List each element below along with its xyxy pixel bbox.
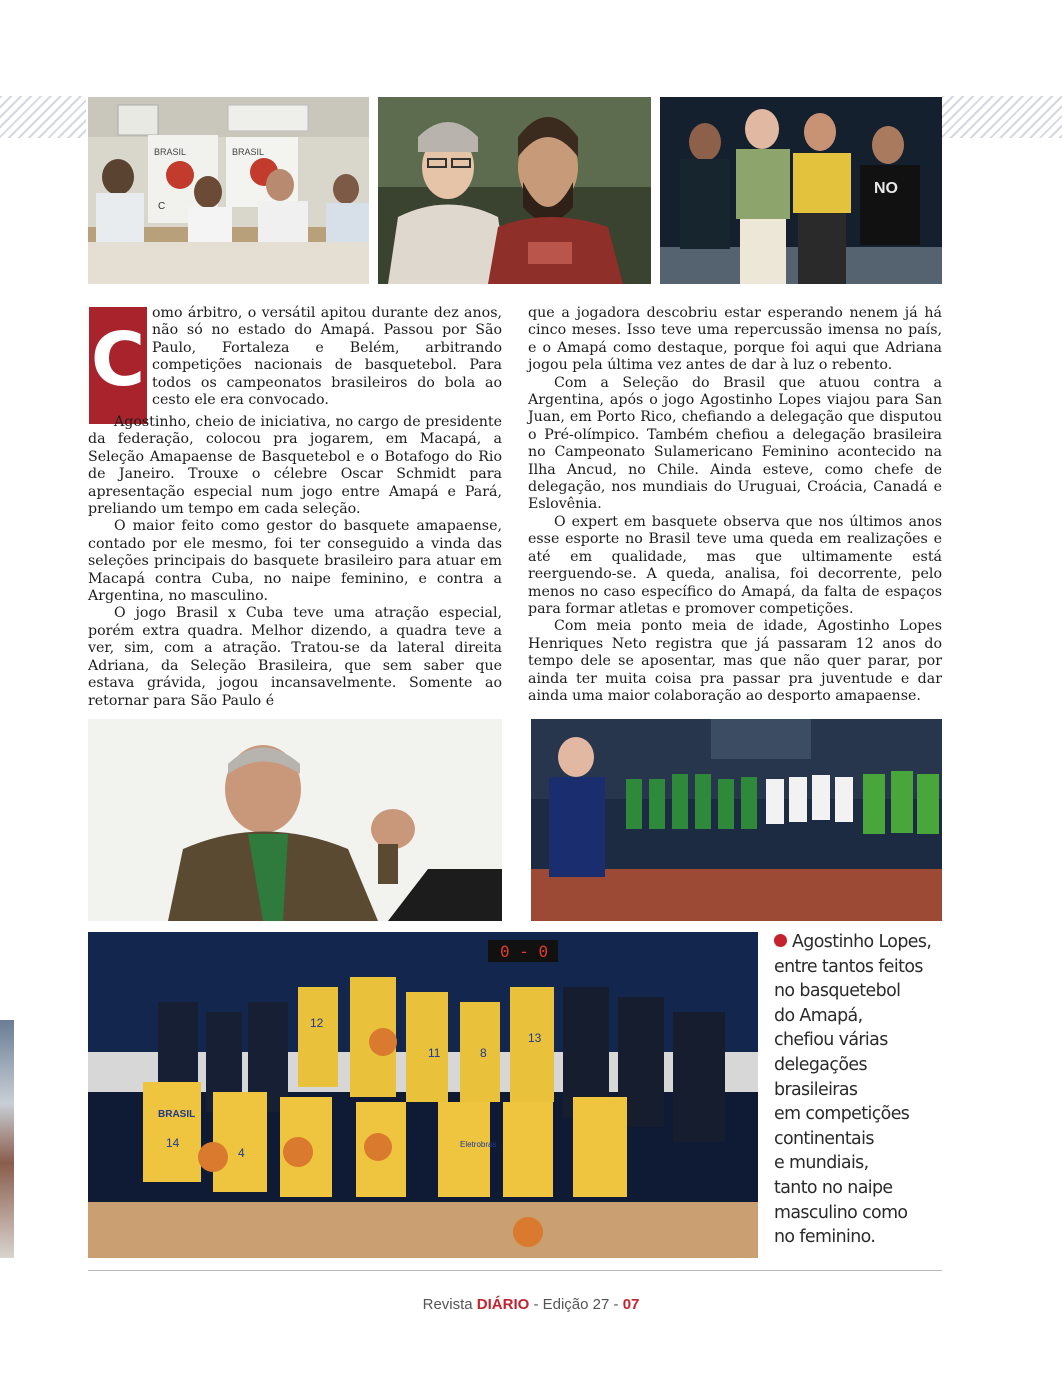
decorative-stripes-right [942, 96, 1062, 138]
article-col-right [528, 305, 942, 705]
banner-text-1: BRASIL [154, 147, 187, 157]
caption-line-9: continentais [774, 1128, 874, 1149]
footer-brand: DIÁRIO [476, 1296, 530, 1313]
caption-line-8: em competições [774, 1104, 910, 1125]
paragraph-7: O expert em basquete observa que nos últimos anos esse esporte no Brasil teve uma queda em realizações e até em qualidade, mas que ultimamente está reerguendo-se. A queda, analisa, foi decorrente, pelo menos no caso específico do Amapá, da falta de espaços para formar atletas e promover competições. [528, 513, 942, 617]
jersey-brasil-text: BRASIL [158, 1109, 196, 1120]
paragraph-4: O jogo Brasil x Cuba teve uma atração especial, porém extra quadra. Melhor dizendo, a quadra teve a ver, sim, com a atração. Tratou-se da lateral direita Adriana, da Seleção Brasileira, que sem saber que estava grávida, jogou incansavelmente. Somente ao retornar para São Paulo é [88, 605, 502, 709]
article-col-left-top [152, 305, 502, 409]
caption-line-3: no basquetebol [774, 981, 901, 1002]
paragraph-8: Com meia ponto meia de idade, Agostinho Lopes Henriques Neto registra que já passaram 12 anos do tempo dele se aposentar, mas que não quer parar, por ainda ter muita coisa pra passar pra juventude e dar ainda uma maior colaboração ao desporto amapaense. [528, 618, 942, 704]
scoreboard-text: 0 - 0 [500, 942, 549, 961]
jersey-number-13: 13 [528, 1031, 542, 1045]
photo-meeting [88, 97, 369, 284]
caption-text-1: Agostinho Lopes, [792, 932, 932, 952]
paragraph-6: Com a Seleção do Brasil que atuou contra a Argentina, após o jogo Agostinho Lopes viajou para San Juan, em Porto Rico, chefiando a delegação que disputou o Pré-olímpico. Também chefiou a delegação brasileira no Campeonato Sulamericano Feminino acontecido na Ilha Ancud, no Chile. Ainda esteve, como chefe de delegação, nos mundiais do Uruguai, Croácia, Canadá e Eslovênia. [528, 374, 942, 513]
footer-edition: - Edição 27 - [529, 1296, 623, 1313]
banner-text-2: BRASIL [232, 147, 265, 157]
photo-caption [774, 930, 944, 1250]
jersey-number-14: 14 [166, 1136, 180, 1150]
caption-line-5: chefiou várias [774, 1030, 888, 1051]
article-col-left [88, 414, 502, 710]
jersey-number-4: 4 [238, 1146, 245, 1160]
bullet-icon [774, 934, 787, 947]
jersey-sponsor: Eletrobrás [460, 1140, 497, 1149]
photo-womens-team [88, 932, 758, 1258]
caption-line-7: brasileiras [774, 1079, 858, 1100]
page-number: 07 [622, 1296, 640, 1313]
jersey-number-12: 12 [310, 1016, 324, 1030]
adjacent-page-photo-edge [0, 1020, 14, 1258]
photo-man-speaking [88, 719, 502, 921]
footer-prefix: Revista [422, 1296, 477, 1313]
banner-text-small: C [158, 201, 166, 212]
caption-line-10: e mundiais, [774, 1153, 869, 1174]
photo-youth-team [531, 719, 942, 921]
paragraph-2: Agostinho, cheio de iniciativa, no cargo de presidente da federação, colocou pra jogarem, em Macapá, a Seleção Amapaense de Basquetebol e o Botafogo do Rio de Janeiro. Trouxe o célebre Oscar Schmidt para apresentação especial num jogo entre Amapá e Pará, preliando um tempo em cada seleção. [88, 414, 502, 518]
jersey-number-11: 11 [428, 1046, 441, 1060]
caption-line-13: no feminino. [774, 1227, 876, 1248]
page-footer [0, 1296, 1062, 1313]
drop-cap: C [89, 307, 147, 424]
caption-line-4: do Amapá, [774, 1005, 863, 1026]
caption-line-12: masculino como [774, 1202, 908, 1223]
decorative-stripes-left [0, 96, 86, 138]
paragraph-3: O maior feito como gestor do basquete amapaense, contado por ele mesmo, foi ter conseguido a vinda das seleções principais do basquete brasileiro para atuar em Macapá contra Cuba, no naipe feminino, e contra a Argentina, no masculino. [88, 518, 502, 605]
jersey-number-8: 8 [480, 1046, 487, 1060]
caption-line-2: entre tantos feitos [774, 956, 923, 977]
photo-group-men [660, 97, 942, 284]
caption-line-1 [774, 930, 944, 955]
caption-line-11: tanto no naipe [774, 1177, 893, 1198]
paragraph-5: que a jogadora descobriu estar esperando nenem já há cinco meses. Isso teve uma repercussão imensa no país, e o Amapá como destaque, porque foi aqui que Adriana jogou pela última vez antes de dar à luz o rebento. [528, 305, 942, 374]
footer-rule [88, 1270, 942, 1271]
shirt-text: NO [874, 180, 898, 197]
photo-embrace [378, 97, 651, 284]
paragraph-1: omo árbitro, o versátil apitou durante dez anos, não só no estado do Amapá. Passou por São Paulo, Fortaleza e Belém, arbitrando competições nacionais de basquetebol. Para todos os campeonatos brasileiros do bola ao cesto ele era convocado. [152, 305, 502, 409]
caption-line-6: delegações [774, 1054, 867, 1075]
